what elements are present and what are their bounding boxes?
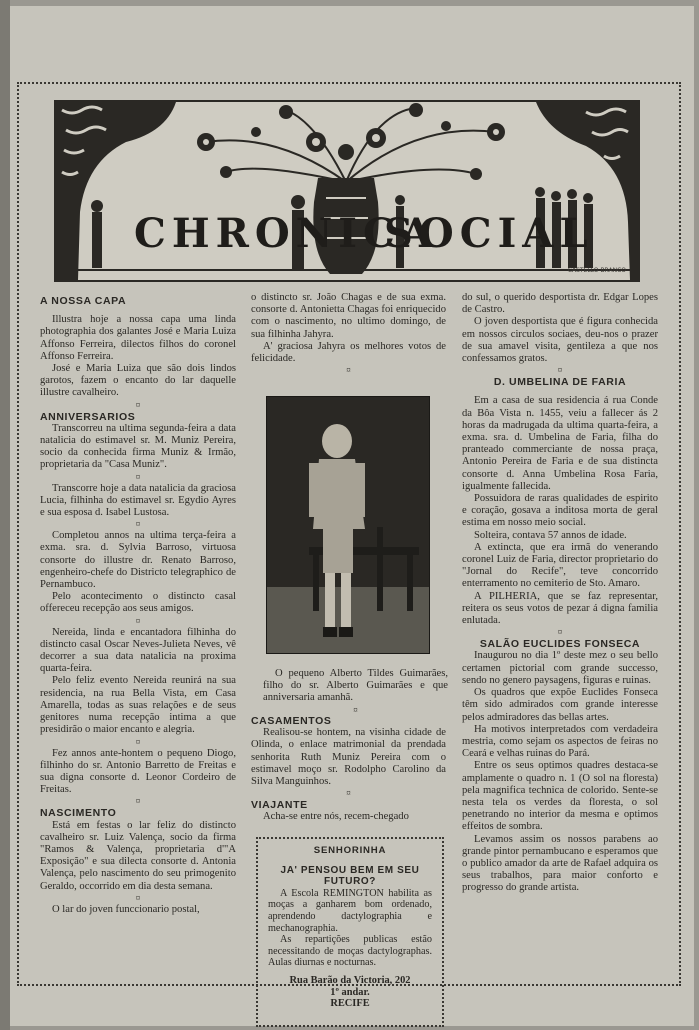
ad-subtitle: JA' PENSOU BEM EM SEU FUTURO? — [280, 864, 420, 888]
heading-salao-euclides-fonseca: SALÃO EUCLIDES FONSECA — [479, 638, 641, 651]
ornament: ¤ — [557, 627, 563, 638]
paragraph: Pelo feliz evento Nereida reunirá na sua residencia, na rua Bella Vista, em Casa Amarella, todas as suas relações e de seus genitores numa recepção intima a que presidirão o maior encanto e alegria. — [40, 675, 236, 736]
caption-text: O pequeno Alberto Tildes Guimarães, filho do sr. Alberto Guimarães e que anniversaria amanhã. — [263, 668, 448, 704]
ornament: ¤ — [346, 788, 351, 799]
page-spine — [0, 0, 10, 1030]
ornament: ¤ — [353, 704, 358, 715]
ad-address-street: Rua Barão da Victoria, 202 — [289, 974, 411, 986]
heading-anniversarios: ANNIVERSARIOS — [40, 410, 136, 423]
paragraph: A PILHERIA, que se faz representar, reitera os seus votos de pezar á digna familia enlutada. — [462, 590, 658, 627]
ad-title: SENHORINHA — [313, 845, 387, 856]
chronica-social-banner — [54, 100, 640, 282]
ornament: ¤ — [557, 365, 563, 376]
paragraph: A' graciosa Jahyra os melhores votos de felicidade. — [251, 340, 446, 365]
paragraph: Possuidora de raras qualidades de espirito e coração, gosava a inditosa morta de geral estima em nosso meio social. — [462, 493, 658, 529]
paragraph: Está em festas o lar feliz do distincto cavalheiro sr. Luiz Valença, socio da firma "Ramos & Valença, proprietaria d'"A Exposição" e sua dilecta consorte d. Antonia Valença, pelo nascimento do seu primogenito Geraldo, occorrido em dia desta semana. — [40, 819, 236, 892]
paragraph: Em a casa de sua residencia á rua Conde da Bôa Vista n. 1455, veiu a fallecer ás 2 horas da madrugada da ultima quarta-feira, a exma. sra. d. Umbelina de Faria, filha do pranteado commerciante de nossa praça, Antonio Pereira de Faria e de sua distincta consorte d. Anna Umbelina Rosa Faria, igualmente fallecida. — [462, 395, 658, 492]
photo-caption — [263, 668, 448, 716]
paragraph: Pelo acontecimento o distincto casal offereceu recepção aos seus amigos. — [40, 591, 236, 615]
paragraph: do sul, o querido desportista dr. Edgar Lopes de Castro. — [462, 292, 658, 316]
paragraph: Acha-se entre nós, recem-chegado — [263, 811, 409, 823]
ad-address-city: RECIFE — [330, 998, 370, 1010]
heading-nossa-capa: A NOSSA CAPA — [40, 295, 127, 307]
ornament: ¤ — [346, 365, 351, 376]
ornament: ¤ — [135, 796, 141, 807]
banner-title-right: SOCIAL — [384, 210, 594, 257]
child-photograph — [266, 396, 430, 654]
ad-address-floor: 1º andar. — [330, 986, 370, 998]
heading-viajante: VIAJANTE — [251, 799, 308, 812]
paragraph: o distincto sr. João Chagas e de sua exma. consorte d. Antonietta Chagas foi enriquecido com o nascimento, no ultimo domingo, de sua filhinha Jahyra. — [251, 292, 446, 340]
column-middle — [251, 292, 446, 376]
column-right — [462, 292, 658, 895]
paragraph: A extincta, que era irmã do venerando coronel Luiz de Faria, director proprietario do "Jornal do Recife", teve concorrido enterramento no cemiterio de Sto. Amaro. — [462, 541, 658, 590]
column-middle-lower — [251, 715, 446, 824]
paragraph: O joven desportista que é figura conhecida em nossos circulos sociaes, deu-nos o prazer de sua amavel visita, gentileza a que nos confessamos gratos. — [462, 316, 658, 365]
paragraph: Solteira, contava 57 annos de idade. — [474, 529, 627, 541]
heading-casamentos: CASAMENTOS — [251, 715, 332, 727]
banner-title-left: CHRONICA — [134, 210, 438, 257]
paragraph: Entre os seus optimos quadres destaca-se amplamente o quadro n. 1 (O sol na floresta) pela magnifica technica de colorido. Sente-se nesta tela os verdes da floresta, o sol penetrando no interior da mesma e optimos effeitos de sombra. — [462, 760, 658, 833]
ad-paragraph: As repartições publicas estão necessitando de moças dactylographas. Aulas diurnas e nocturnas. — [268, 934, 432, 969]
paragraph: Illustra hoje a nossa capa uma linda photographia dos galantes José e Maria Luiza Affonso Ferreira, dilectos filhos do coronel Affonso Ferreira. — [40, 314, 236, 362]
ornament: ¤ — [135, 892, 141, 903]
paragraph: O lar do joven funccionario postal, — [52, 903, 200, 915]
ornament: ¤ — [135, 519, 141, 530]
heading-umbelina-de-faria: D. UMBELINA DE FARIA — [493, 376, 627, 389]
paragraph: Realisou-se hontem, na visinha cidade de Olinda, o enlace matrimonial da prendada senhorita Ruth Muniz Pereira com o estimavel moço sr. Rodolpho Carolino da Silva Manguinhos. — [251, 727, 446, 788]
remington-ad-box — [256, 837, 444, 1027]
ad-paragraph: A Escola REMINGTON habilita as moças a ganharem bom ordenado, aprendendo dactylographia e mechanographia. — [268, 887, 432, 934]
ornament: ¤ — [135, 399, 141, 410]
paragraph: Os quadros que expõe Euclides Fonseca têm sido admirados com grande interesse pelos admiradores das bellas artes. — [462, 687, 658, 723]
paragraph: Fez annos ante-hontem o pequeno Diogo, filhinho do sr. Antonio Barretto de Freitas e sua digna consorte d. Leonor Cordeiro de Freitas. — [40, 747, 236, 796]
banner-title — [134, 210, 594, 266]
ornament: ¤ — [135, 471, 141, 482]
paragraph: Transcorre hoje a data natalicia da graciosa Lucia, filhinha do estimavel sr. Egydio Ayres e sua esposa d. Isabel Lustosa. — [40, 482, 236, 519]
paragraph: Nereida, linda e encantadora filhinha do distincto casal Oscar Neves-Julieta Neves, vê decorrer a sua data natalicia na proxima quarta-feira. — [40, 626, 236, 675]
heading-nascimento: NASCIMENTO — [40, 807, 117, 820]
ornament: ¤ — [135, 615, 141, 626]
column-left — [40, 295, 236, 916]
child-portrait-image — [267, 397, 429, 653]
banner-artist-credit: CASTELLO BRANCO — [567, 267, 626, 274]
ornament: ¤ — [135, 736, 141, 747]
paragraph: Ha motivos interpretados com verdadeira mestria, como sejam os aspectos de feiras no Ceará e velhas ruinas do Pará. — [462, 723, 658, 760]
paragraph: Transcorreu na ultima segunda-feira a data natalicia do estimavel sr. M. Muniz Pereira, socio da conhecida firma Muniz & Irmão, proprietaria da "Casa Muniz". — [40, 422, 236, 471]
paragraph: Inaugurou no dia 1º deste mez o seu bello certamen pictorial com grande successo, sendo no genero paysagens, figuras e ruinas. — [462, 650, 658, 686]
paragraph: Levamos assim os nossos parabens ao grande pintor pernambucano e esperamos que o publico amador da arte de Rafael adquira os seus trabalhos, para maior conforto e progresso do grande artista. — [462, 833, 658, 894]
paragraph: José e Maria Luiza que são dois lindos garotos, fazem o encanto do lar daquelle illustre cavalheiro. — [40, 363, 236, 399]
paragraph: Completou annos na ultima terça-feira a exma. sra. d. Sylvia Barroso, virtuosa consorte do illustre dr. Renato Barroso, engenheiro-chefe do Districto telegraphico de Pernambuco. — [40, 530, 236, 591]
